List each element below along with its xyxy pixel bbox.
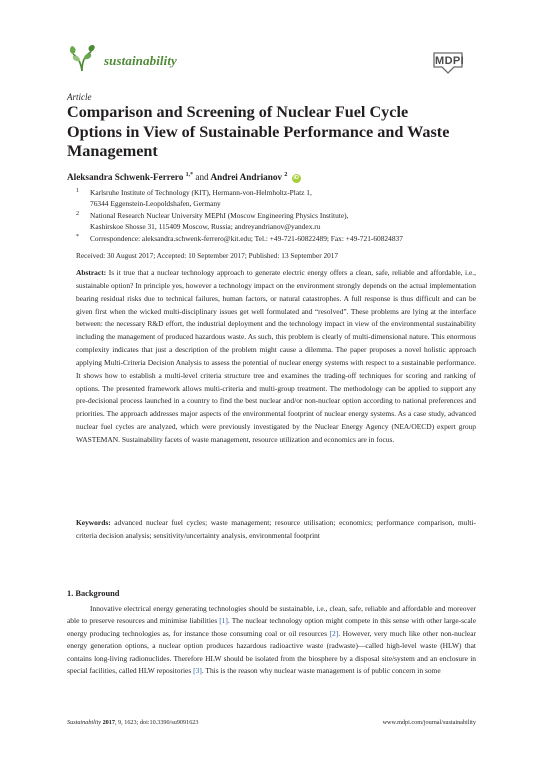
keywords-text: advanced nuclear fuel cycles; waste management; resource utilisation; economics; performance comparison, multi-criteria decision analysis; sensitivity/uncertainty analysis, environmental footprint: [76, 518, 476, 540]
affiliation-1: [76, 188, 312, 209]
affiliation-2: [76, 211, 349, 232]
footer-doi: , 9, 1623; doi:10.3390/su9091623: [114, 719, 199, 726]
citation-link[interactable]: [1]: [219, 616, 228, 626]
author-affiliation-mark: 1,*: [185, 172, 194, 178]
article-type: Article: [67, 92, 92, 102]
correspondence: [76, 234, 403, 245]
body-text-segment: . This is the reason why nuclear waste management is of public concern in some: [201, 666, 441, 676]
affiliation-line: National Research Nuclear University MEPhI (Moscow Engineering Physics Institute),: [90, 211, 349, 220]
correspondence-line: Correspondence: aleksandra.schwenk-ferrero@kit.edu; Tel.: +49-721-60822489; Fax: +49-721-60824837: [90, 234, 403, 243]
paper-title: Comparison and Screening of Nuclear Fuel Cycle Options in View of Sustainable Performance and Waste Management: [67, 103, 450, 160]
journal-logo-icon: [67, 44, 97, 74]
citation-link[interactable]: [2]: [329, 628, 339, 638]
keywords: [76, 517, 476, 543]
author-name: Andrei Andrianov: [210, 172, 283, 183]
footer-url[interactable]: www.mdpi.com/journal/sustainability: [382, 719, 476, 726]
footer-journal: Sustainability: [67, 719, 102, 726]
keywords-label: Keywords:: [76, 518, 111, 527]
affiliation-mark: 2: [76, 211, 79, 217]
author-affiliation-mark: 2: [284, 172, 288, 178]
publication-dates: Received: 30 August 2017; Accepted: 10 September 2017; Published: 13 September 2017: [76, 251, 339, 260]
correspondence-mark: *: [76, 234, 79, 240]
footer-year: 2017: [102, 719, 115, 726]
body-text-segment: . The nuclear technology option might compete in this sense with other large-scale energy producing technologies as, for instance those consuming coal or oil resources: [67, 616, 476, 638]
author-conjunction: and: [195, 172, 209, 183]
affiliation-line: Karlsruhe Institute of Technology (KIT), Hermann-von-Helmholtz-Platz 1,: [90, 188, 312, 197]
abstract-label: Abstract:: [76, 268, 107, 277]
abstract: [76, 267, 476, 447]
author-name: Aleksandra Schwenk-Ferrero: [67, 172, 184, 183]
body-text-segment: . However, very much like other non-nuclear energy generation options, a nuclear option produces hazardous radioactive waste (radwaste)—called high-level waste (HLW) that contains long-living radionuclides. Therefore HLW should be isolated from the biosphere by a disposal site/system and an enclosure in special facilities, called HLW repositories: [67, 628, 476, 676]
section-heading: 1. Background: [67, 589, 120, 598]
affiliation-mark: 1: [76, 188, 79, 194]
journal-name: sustainability: [104, 53, 177, 68]
affiliation-line: Kashirskoe Shosse 31, 115409 Moscow, Russia; andreyandrianov@yandex.ru: [90, 221, 321, 231]
author-list: [67, 172, 301, 183]
citation-link[interactable]: [3]: [193, 666, 202, 676]
body-paragraph: [67, 603, 476, 678]
body-text-segment: Innovative electrical energy generating technologies should be sustainable, i.e., clean, safe, reliable and affordable and moreover able to preserve resources and minimise liabilities: [67, 604, 476, 626]
footer-citation: [67, 719, 199, 726]
orcid-icon[interactable]: iD: [293, 175, 299, 182]
abstract-text: Is it true that a nuclear technology approach to generate electric energy offers a clean, safe, reliable and affordable, i.e., sustainable option? In principle yes, however a technology impact on the environment strongly depends on the actual implementation bearing residual risks due to technical failures, human factors, or natural catastrophes. A full response is thus difficult and can be given first when the wicked multi-disciplinary issues get well formulated and “resolved”. These problems are lying at the interface between: the necessary R&D effort, the industrial deployment and the technology impact in view of the environmental sustainability including the management of produced hazardous waste. As such, this problem is clearly of multi-dimensional nature. This enormous complexity indicates that just a description of the problem might cause a dilemma. The paper proposes a novel holistic approach applying Multi-Criteria Decision Analysis to assess the potential of nuclear energy systems with respect to a sustainable performance. It shows how to establish a multi-level criteria structure tree and examines the trading-off techniques for scoring and ranking of options. The presented framework allows multi-criteria and multi-group treatment. The methodology can be applied to support any pre-decisional process launched in a country to find the best nuclear and/or non-nuclear option according to national preferences and priorities. The approach addresses major aspects of the environmental footprint of nuclear energy systems. As a case study, advanced nuclear fuel cycles are analyzed, which were previously investigated by the Nuclear Energy Agency (NEA/OECD) expert group WASTEMAN. Sustainability facets of waste management, resource utilization and economics are in focus.: [76, 268, 476, 444]
publisher-name: MDPI: [435, 55, 465, 67]
affiliation-line: 76344 Eggenstein-Leopoldshafen, Germany: [90, 198, 221, 208]
